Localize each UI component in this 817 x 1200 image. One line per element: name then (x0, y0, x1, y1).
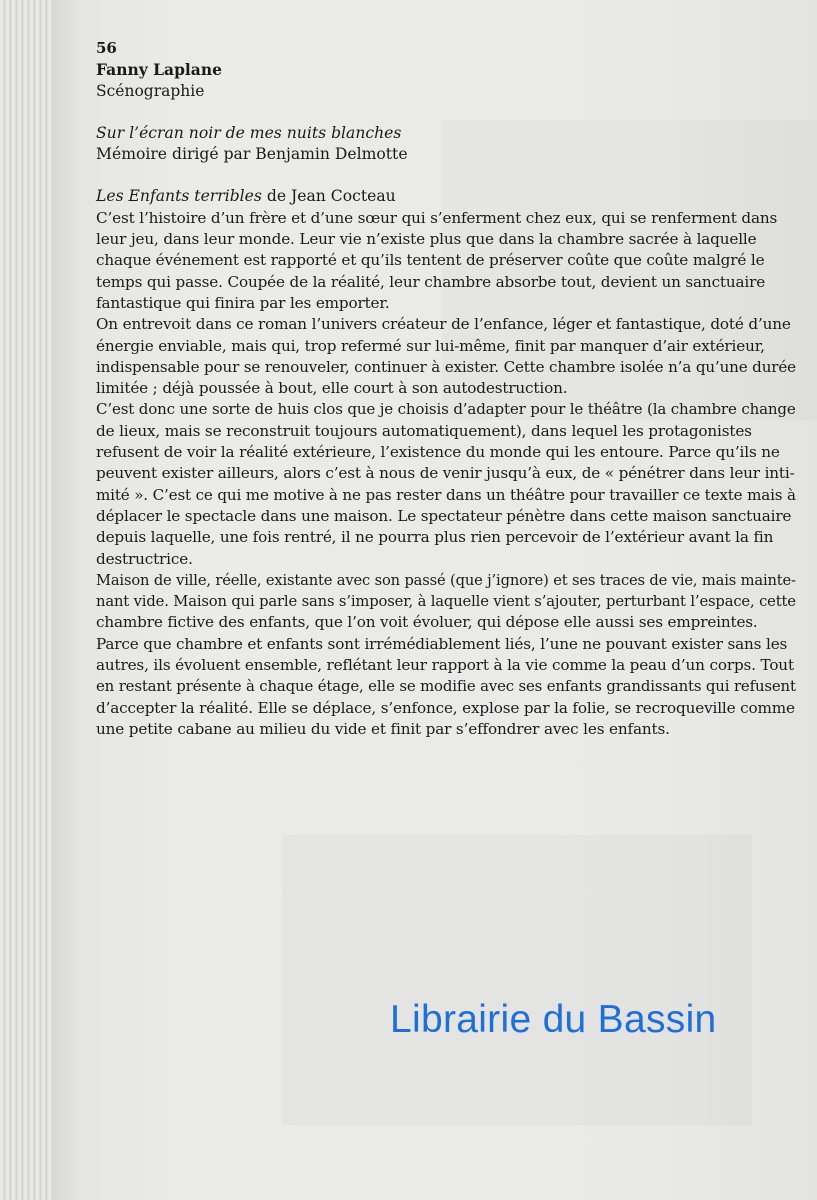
text-line: énergie enviable, mais qui, trop refermé sur lui-même, finit par manquer d’air extérieur, (96, 336, 765, 355)
text-line: chambre fictive des enfants, que l’on voit évoluer, qui dépose elle aussi ses empreintes. (96, 613, 758, 632)
spacer (96, 165, 796, 186)
text-line: de lieux, mais se reconstruit toujours automatiquement), dans lequel les protagonistes (96, 421, 752, 440)
watermark-logo-text: Librairie du Bassin (390, 998, 717, 1041)
text-line: d’accepter la réalité. Elle se déplace, s’enfonce, explose par la folie, se recroqueville comme (96, 698, 795, 717)
body-paragraph (96, 570, 796, 740)
text-line: C’est l’histoire d’un frère et d’une sœur qui s’enferment chez eux, qui se renferment dans (96, 208, 778, 227)
author-name: Fanny Laplane (96, 60, 222, 80)
thesis-title: Sur l’écran noir de mes nuits blanches (96, 123, 402, 142)
text-line: limitée ; déjà poussée à bout, elle court à son autodestruction. (96, 379, 568, 398)
book-page-edges (0, 0, 58, 1200)
text-line: peuvent exister ailleurs, alors c’est à nous de venir jusqu’à eux, de « pénétrer dans leur inti- (96, 464, 795, 483)
text-line: une petite cabane au milieu du vide et finit par s’effondrer avec les enfants. (96, 719, 670, 738)
work-author: de Jean Cocteau (261, 187, 396, 206)
text-line: refusent de voir la réalité extérieure, l’existence du monde qui les entoure. Parce qu’ils ne (96, 443, 780, 462)
spacer (96, 102, 796, 123)
text-line: autres, ils évoluent ensemble, reflétant leur rapport à la vie comme la peau d’un corps. Tout (96, 656, 794, 675)
text-line: chaque événement est rapporté et qu’ils tentent de préserver coûte que coûte malgré le (96, 251, 765, 270)
department: Scénographie (96, 81, 205, 100)
text-line: temps qui passe. Coupée de la réalité, leur chambre absorbe tout, devient un sanctuaire (96, 272, 766, 291)
reverse-page-showthrough (282, 835, 752, 1125)
thesis-supervision: Mémoire dirigé par Benjamin Delmotte (96, 145, 408, 164)
text-line: Maison de ville, réelle, existante avec son passé (que j’ignore) et ses traces de vie, mais mainte- (96, 570, 796, 589)
body-paragraph (96, 399, 796, 569)
work-heading (96, 186, 796, 207)
page-number: 56 (96, 39, 117, 57)
text-line: mité ». C’est ce qui me motive à ne pas rester dans un théâtre pour travailler ce texte mais à (96, 485, 796, 504)
body-paragraph (96, 208, 796, 314)
page-text (96, 38, 796, 740)
text-line: fantastique qui finira par les emporter. (96, 293, 390, 312)
text-line: en restant présente à chaque étage, elle se modifie avec ses enfants grandissants qui refusent (96, 677, 796, 696)
text-line: On entrevoit dans ce roman l’univers créateur de l’enfance, léger et fantastique, doté d’une (96, 315, 791, 334)
text-line: depuis laquelle, une fois rentré, il ne pourra plus rien percevoir de l’extérieur avant la fin (96, 528, 774, 547)
text-line: nant vide. Maison qui parle sans s’imposer, à laquelle vient s’ajouter, perturbant l’espace, cette (96, 592, 796, 611)
text-line: destructrice. (96, 549, 193, 568)
text-line: indispensable pour se renouveler, continuer à exister. Cette chambre isolée n’a qu’une durée (96, 357, 796, 376)
text-line: C’est donc une sorte de huis clos que je choisis d’adapter pour le théâtre (la chambre change (96, 400, 796, 419)
text-line: déplacer le spectacle dans une maison. Le spectateur pénètre dans cette maison sanctuaire (96, 506, 792, 525)
body-paragraphs (96, 208, 796, 740)
body-paragraph (96, 314, 796, 399)
text-line: Parce que chambre et enfants sont irrémédiablement liés, l’une ne pouvant exister sans les (96, 634, 788, 653)
work-title: Les Enfants terribles (96, 187, 262, 206)
text-line: leur jeu, dans leur monde. Leur vie n’existe plus que dans la chambre sacrée à laquelle (96, 230, 757, 249)
